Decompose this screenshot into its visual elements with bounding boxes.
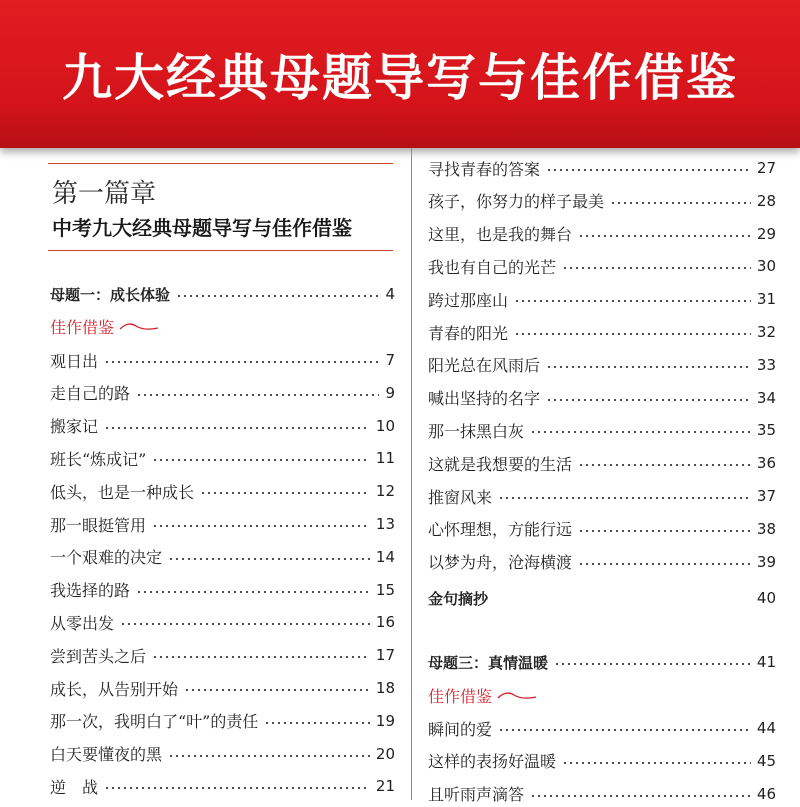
toc-entry-title: 从零出发 — [50, 613, 115, 633]
toc-entry-page: 32 — [756, 323, 776, 341]
chapter-rule-bottom — [48, 250, 393, 251]
section-label: 佳作借鉴 — [50, 317, 115, 337]
toc-entry[interactable] — [428, 549, 776, 575]
toc-entry-title: 成长，从告别开始 — [50, 679, 179, 699]
toc-entry-page: 44 — [756, 719, 776, 737]
leader-dots — [514, 300, 751, 302]
toc-entry-page: 19 — [375, 711, 395, 730]
leader-dots — [104, 361, 379, 363]
toc-entry[interactable] — [428, 253, 776, 279]
toc-entry-title: 瞬间的爱 — [428, 719, 493, 739]
toc-entry[interactable] — [428, 385, 776, 411]
toc-entry-page: 16 — [375, 613, 395, 632]
toc-entry[interactable] — [428, 221, 776, 247]
section-label: 佳作借鉴 — [428, 686, 493, 706]
toc-entry-page: 14 — [375, 547, 395, 566]
toc-quotes[interactable] — [428, 585, 776, 611]
toc-entry[interactable] — [50, 577, 395, 603]
toc-entry-title: 低头，也是一种成长 — [50, 482, 195, 502]
toc-entry-page: 11 — [375, 449, 395, 468]
leader-dots — [546, 399, 751, 401]
toc-entry-title: 逆 战 — [50, 777, 99, 797]
toc-entry-title: 那一次，我明白了“叶”的责任 — [50, 712, 259, 732]
leader-dots — [578, 464, 751, 466]
leader-dots — [498, 497, 751, 499]
toc-entry-page: 20 — [375, 744, 395, 763]
leader-dots — [152, 525, 370, 527]
toc-topic-3[interactable] — [428, 649, 776, 675]
leader-dots — [578, 563, 751, 565]
toc-entry-title: 青春的阳光 — [428, 323, 509, 343]
toc-entry[interactable] — [428, 319, 776, 345]
toc-entry-title: 以梦为舟，沧海横渡 — [428, 553, 573, 573]
leader-dots — [120, 623, 370, 625]
toc-entry[interactable] — [50, 478, 395, 504]
toc-entry-title: 我也有自己的光芒 — [428, 257, 557, 277]
leader-dots — [562, 267, 751, 269]
leader-dots — [104, 787, 370, 789]
toc-entry-title: 走自己的路 — [50, 384, 131, 404]
leader-dots — [184, 689, 370, 691]
leader-dots — [168, 558, 370, 560]
toc-entry[interactable] — [428, 155, 776, 181]
leader-dots — [546, 169, 751, 171]
toc-entry-title: 孩子，你努力的样子最美 — [428, 192, 605, 212]
toc-entry-page: 12 — [375, 482, 395, 501]
toc-entry[interactable] — [50, 544, 395, 570]
toc-entry-title: 喊出坚持的名字 — [428, 389, 541, 409]
toc-entry[interactable] — [50, 380, 395, 406]
toc-entry[interactable] — [428, 188, 776, 214]
toc-entry-page: 9 — [385, 383, 395, 402]
leader-dots — [200, 492, 370, 494]
toc-entry-title: 跨过那座山 — [428, 290, 509, 310]
leader-dots — [176, 295, 379, 297]
leader-dots — [578, 235, 751, 237]
toc-entry-page: 30 — [756, 257, 776, 276]
leader-dots — [168, 755, 370, 757]
toc-entry[interactable] — [428, 516, 776, 542]
leader-dots — [530, 431, 751, 433]
toc-entry-page: 41 — [756, 653, 776, 671]
chapter-rule-top — [48, 163, 393, 164]
swoosh-icon — [496, 688, 538, 702]
toc-entry-page: 4 — [385, 285, 395, 303]
toc-entry[interactable] — [428, 781, 776, 807]
toc-entry[interactable] — [50, 445, 395, 471]
toc-entry[interactable] — [50, 675, 395, 701]
toc-entry-title: 尝到苦头之后 — [50, 646, 147, 666]
toc-entry[interactable] — [428, 748, 776, 774]
leader-dots — [498, 729, 751, 731]
toc-entry-title: 搬家记 — [50, 417, 99, 437]
chapter-title: 第一篇章 — [52, 179, 157, 209]
toc-entry[interactable] — [50, 741, 395, 767]
toc-entry-page: 38 — [756, 519, 776, 538]
column-divider — [411, 148, 412, 800]
leader-dots — [104, 427, 370, 429]
section-heading — [50, 313, 160, 339]
leader-dots — [136, 394, 379, 396]
toc-entry-page: 45 — [756, 751, 776, 770]
leader-dots — [562, 762, 751, 764]
toc-entry-page: 28 — [756, 191, 776, 210]
toc-entry-title: 班长“炼成记” — [50, 449, 147, 469]
toc-entry-title: 那一眼挺管用 — [50, 515, 147, 535]
toc-entry-page: 18 — [375, 679, 395, 697]
toc-entry-title: 推窗风来 — [428, 487, 493, 507]
toc-entry-title: 且听雨声滴答 — [428, 785, 525, 805]
toc-entry-page: 35 — [756, 421, 776, 440]
toc-entry-title: 那一抹黑白灰 — [428, 421, 525, 441]
leader-dots — [136, 591, 370, 593]
toc-entry-title: 母题一：成长体验 — [50, 285, 171, 304]
toc-entry-page: 33 — [756, 355, 776, 374]
toc-entry-page: 29 — [756, 224, 776, 243]
toc-entry[interactable] — [50, 773, 395, 799]
toc-entry[interactable] — [50, 511, 395, 537]
toc-entry[interactable] — [50, 642, 395, 668]
banner-title: 九大经典母题导写与佳作借鉴 — [62, 49, 738, 107]
section-heading-right — [428, 682, 538, 708]
toc-entry[interactable] — [428, 417, 776, 443]
toc-entry-page: 31 — [756, 290, 776, 309]
toc-entry-title: 观日出 — [50, 351, 99, 371]
leader-dots — [554, 663, 751, 665]
leader-dots — [152, 656, 370, 658]
leader-dots — [610, 202, 751, 204]
leader-dots — [546, 366, 751, 368]
toc-entry-title: 阳光总在风雨后 — [428, 356, 541, 376]
leader-dots — [578, 530, 751, 532]
toc-entry-page: 15 — [375, 580, 395, 599]
toc-entry-title: 金句摘抄 — [428, 589, 489, 608]
toc-entry[interactable] — [50, 609, 395, 635]
toc-entry-page: 37 — [756, 487, 776, 505]
toc-entry-page: 10 — [375, 416, 395, 435]
toc-entry-title: 寻找青春的答案 — [428, 159, 541, 179]
leader-dots — [514, 333, 751, 335]
toc-entry[interactable] — [428, 715, 776, 741]
toc-entry-page: 17 — [375, 646, 395, 665]
toc-entry-page: 27 — [756, 159, 776, 177]
toc-entry[interactable] — [428, 352, 776, 378]
swoosh-icon — [118, 319, 160, 333]
toc-entry-title: 这样的表扬好温暖 — [428, 752, 557, 772]
toc-entry[interactable] — [50, 708, 395, 734]
toc-entry[interactable] — [428, 286, 776, 312]
toc-entry-page: 36 — [756, 454, 776, 473]
toc-entry-title: 心怀理想，方能行远 — [428, 520, 573, 540]
title-banner — [0, 0, 800, 148]
toc-entry[interactable] — [428, 483, 776, 509]
toc-entry-page: 46 — [756, 784, 776, 803]
toc-entry-page: 34 — [756, 388, 776, 407]
toc-entry[interactable] — [50, 413, 395, 439]
toc-entry-page: 7 — [385, 351, 395, 369]
toc-entry-title: 母题三：真情温暖 — [428, 653, 549, 672]
leader-dots — [152, 459, 370, 461]
toc-entry-title: 我选择的路 — [50, 581, 131, 601]
toc-topic-1[interactable] — [50, 281, 395, 307]
chapter-subtitle: 中考九大经典母题导写与佳作借鉴 — [52, 216, 352, 240]
toc-entry[interactable] — [50, 347, 395, 373]
toc-entry-title: 一个艰难的决定 — [50, 548, 163, 568]
leader-dots — [264, 722, 370, 724]
toc-entry[interactable] — [428, 450, 776, 476]
leader-dots — [530, 795, 751, 797]
toc-entry-title: 这就是我想要的生活 — [428, 454, 573, 474]
toc-entry-page: 39 — [756, 552, 776, 571]
toc-entry-title: 这里，也是我的舞台 — [428, 225, 573, 245]
toc-entry-page: 21 — [375, 777, 395, 796]
toc-entry-title: 白天要懂夜的黑 — [50, 745, 163, 765]
toc-entry-page: 13 — [375, 515, 395, 533]
toc-entry-page: 40 — [756, 589, 776, 607]
